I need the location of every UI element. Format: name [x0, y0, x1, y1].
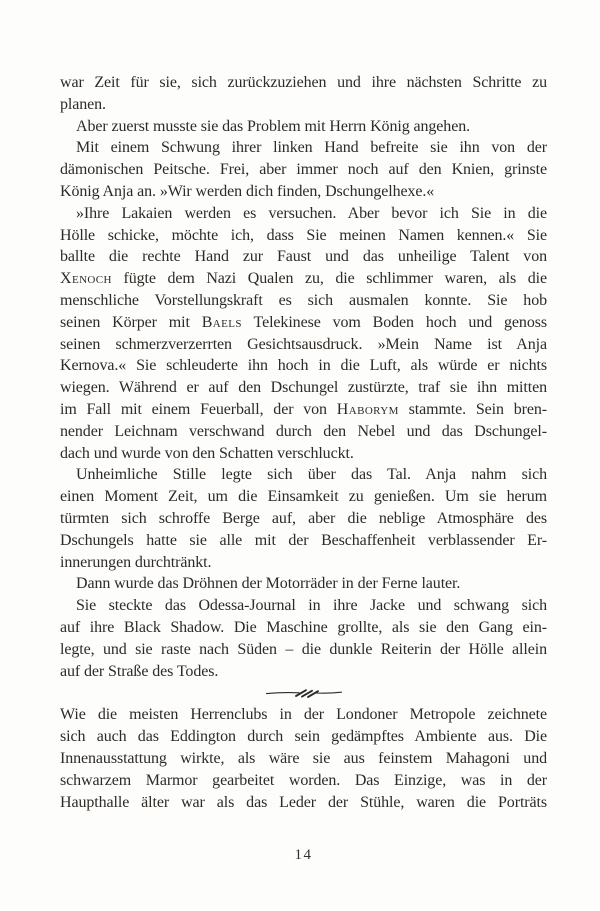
text-line [60, 530, 547, 552]
text-segment: auf der Straße des Todes. [60, 662, 219, 680]
text-segment: seinen schmerzverzerrten Gesichtsausdruck. »Mein Name ist Anja [60, 335, 547, 353]
text-segment: dach und wurde von den Schatten verschluckt. [60, 444, 354, 462]
text-segment: wiegen. Während er auf den Dschungel zustürzte, traf sie ihn mitten [60, 379, 547, 397]
text-segment: war Zeit für sie, sich zurückzuziehen und ihre nächsten Schritte zu [60, 74, 547, 91]
scene-break [60, 682, 547, 704]
text-segment: Sie steckte das Odessa-Journal in ihre Jacke und schwang sich [76, 597, 547, 615]
text-segment: schwarzem Marmor gearbeitet worden. Das Einzige, was in der [60, 771, 547, 789]
text-segment: Dann wurde das Dröhnen der Motorräder in der Ferne lauter. [76, 575, 461, 593]
text-line [60, 770, 547, 792]
text-line [60, 464, 547, 486]
text-segment: Innenausstattung wirkte, als wäre sie aus feinstem Mahagoni und [60, 749, 547, 767]
text-line [60, 72, 547, 94]
character-name-smallcaps: Baels [201, 313, 242, 331]
paragraph [60, 573, 547, 595]
text-segment: einen Moment Zeit, um die Einsamkeit zu genießen. Um sie herum [60, 488, 547, 506]
scene-break-flourish-icon [265, 686, 343, 700]
text-line [60, 181, 547, 203]
text-line [60, 595, 547, 617]
text-line [60, 661, 547, 683]
text-line [60, 748, 547, 770]
text-segment: Wie die meisten Herrenclubs in der Londoner Metropole zeichnete [60, 706, 547, 724]
text-segment: legte, und sie raste nach Süden – die dunkle Reiterin der Hölle allein [60, 640, 547, 658]
text-line [60, 268, 547, 290]
text-line [60, 225, 547, 247]
text-segment: Mit einem Schwung ihrer linken Hand befreite sie ihn von der [76, 139, 547, 157]
text-line [60, 203, 547, 225]
text-segment: im Fall mit einem Feuerball, der von [60, 400, 337, 418]
text-segment: fügte dem Nazi Qualen zu, die schlimmer waren, als die [111, 270, 547, 288]
text-line [60, 246, 547, 268]
paragraph [60, 203, 547, 465]
character-name-smallcaps: Xenoch [60, 270, 112, 288]
text-line [60, 312, 547, 334]
text-line [60, 421, 547, 443]
paragraph [60, 464, 547, 573]
paragraph [60, 704, 547, 813]
text-segment: ballte die rechte Hand zur Faust und das unheilige Talent von [60, 248, 547, 266]
text-line [60, 399, 547, 421]
text-line [60, 377, 547, 399]
text-segment: Kernova.« Sie schleuderte ihn hoch in die Luft, als würde er nichts [60, 357, 547, 375]
paragraph [60, 72, 547, 116]
text-line [60, 159, 547, 181]
text-segment: Hölle schicke, möchte ich, dass Sie meinen Namen kennen.« Sie [60, 226, 547, 244]
text-line [60, 617, 547, 639]
text-segment: Dschungels hatte sie alle mit der Beschaffenheit verblassender Er- [60, 531, 547, 549]
paragraph [60, 116, 547, 138]
page-number: 14 [294, 847, 313, 864]
text-segment: Unheimliche Stille legte sich über das Tal. Anja nahm sich [76, 466, 547, 484]
text-line [60, 443, 547, 465]
character-name-smallcaps: Haborym [336, 400, 399, 418]
text-line [60, 94, 547, 116]
text-segment: innerungen durchtränkt. [60, 553, 212, 571]
paragraph [60, 595, 547, 682]
text-segment: türmten sich schroffe Berge auf, aber die neblige Atmosphäre des [60, 509, 547, 527]
text-segment: auf ihre Black Shadow. Die Maschine grollte, als sie den Gang ein- [60, 618, 547, 636]
text-block-lower [60, 704, 547, 813]
text-line [60, 355, 547, 377]
text-segment: König Anja an. »Wir werden dich finden, Dschungelhexe.« [60, 182, 435, 200]
text-segment: Telekinese vom Boden hoch und genoss [241, 313, 547, 331]
text-line [60, 116, 547, 138]
text-segment: Aber zuerst musste sie das Problem mit Herrn König angehen. [76, 117, 471, 135]
text-line [60, 334, 547, 356]
paragraph [60, 137, 547, 202]
text-segment: planen. [60, 95, 106, 113]
text-segment: nender Leichnam verschwand durch den Nebel und das Dschungel- [60, 422, 547, 440]
text-line [60, 508, 547, 530]
text-block-upper [60, 72, 547, 682]
text-segment: »Ihre Lakaien werden es versuchen. Aber bevor ich Sie in die [76, 204, 547, 222]
text-segment: seinen Körper mit [60, 313, 202, 331]
text-line [60, 639, 547, 661]
text-segment: menschliche Vorstellungskraft es sich ausmalen konnte. Sie hob [60, 291, 547, 309]
text-line [60, 137, 547, 159]
text-line [60, 792, 547, 814]
text-line [60, 486, 547, 508]
text-segment: Haupthalle älter war als das Leder der Stühle, waren die Porträts [60, 793, 547, 811]
text-segment: sich auch das Eddington durch sein gedämpftes Ambiente aus. Die [60, 728, 547, 746]
text-segment: stammte. Sein bren- [398, 400, 547, 418]
text-line [60, 726, 547, 748]
text-line [60, 552, 547, 574]
text-line [60, 290, 547, 312]
text-line [60, 704, 547, 726]
text-line [60, 573, 547, 595]
text-segment: dämonischen Peitsche. Frei, aber immer noch auf den Knien, grinste [60, 161, 547, 179]
